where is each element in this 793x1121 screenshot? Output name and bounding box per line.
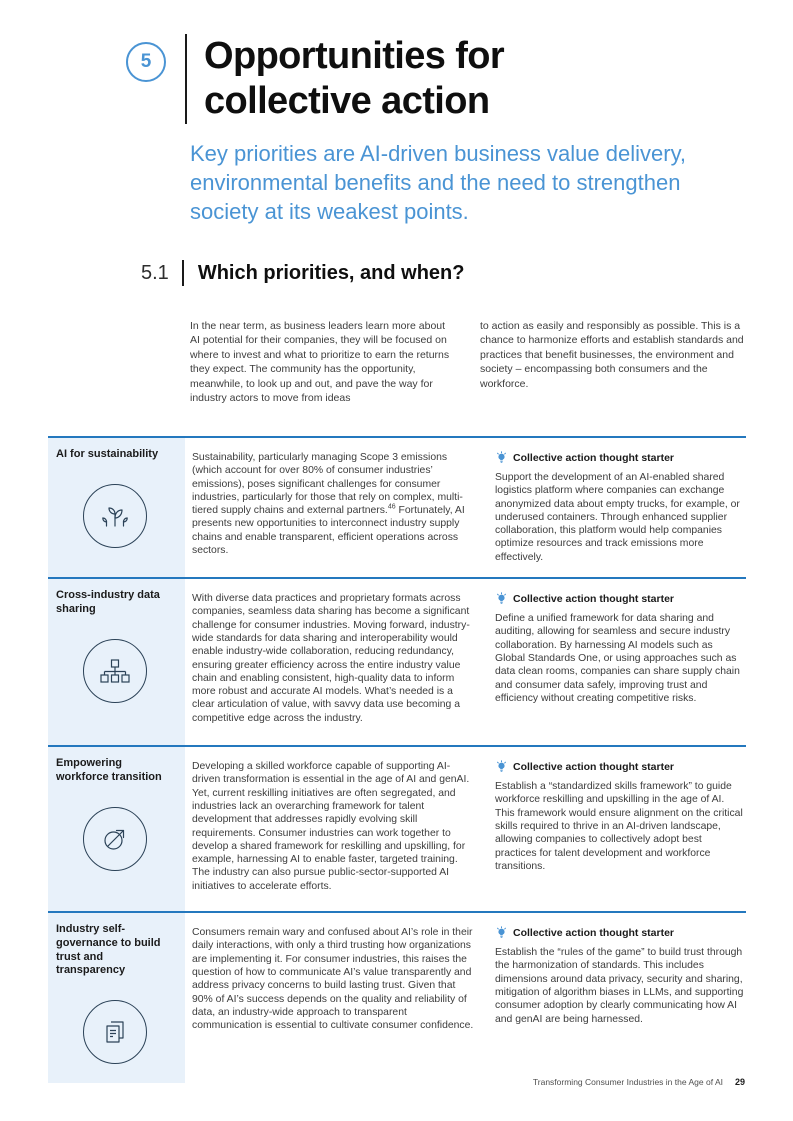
thought-starter-header xyxy=(495,451,744,464)
row-label: Empowering workforce transition xyxy=(56,757,162,783)
thought-starter-header xyxy=(495,926,744,939)
section-heading xyxy=(141,260,465,286)
row-body-cell xyxy=(185,579,487,745)
thought-starter-text: Define a unified framework for data sharing and auditing, allowing for seamless and secure industry collaboration. By harnessing AI models such as Global Standards One, or using approaches such as data clean rooms, companies can share supply chain and consumer data safely, improving trust and efficiency without creating competitive risks. xyxy=(495,613,740,704)
table-row xyxy=(48,745,746,911)
priorities-table xyxy=(48,436,746,1083)
section-divider xyxy=(182,260,184,286)
table-row xyxy=(48,436,746,577)
thought-starter-cell xyxy=(487,913,746,1083)
row-label: Industry self-governance to build trust and transparency xyxy=(56,923,161,977)
chapter-title: Opportunities for collective action xyxy=(204,35,505,122)
footnote-ref: 46 xyxy=(387,503,396,511)
thought-starter-text: Support the development of an AI-enabled shared logistics platform where companies can exchange anonymized data about empty trucks, for example, or underused containers. Through enhanced supplier collaboration, this platform would help companies optimize resources and track emissions more effectively. xyxy=(495,472,740,563)
thought-starter-label: Collective action thought starter xyxy=(513,760,675,773)
thought-starter-cell xyxy=(487,747,746,911)
chapter-subtitle: Key priorities are AI-driven business value delivery, environmental benefits and the need to strengthen society at its weakest points. xyxy=(190,141,687,224)
row-label: AI for sustainability xyxy=(56,448,159,460)
row-body-text: Consumers remain wary and confused about AI’s role in their daily interactions, with only a third trusting how organizations are implementing it. For consumer industries, this raises the question of how to communicate AI’s value transparently and address privacy concerns to build lasting trust. Given that 90% of AI’s success depends on the quality and reliability of data, an industry-wide approach to transparent communication is essential to cultivate consumer confidence. xyxy=(192,927,474,1032)
lightbulb-icon xyxy=(495,451,508,464)
chapter-header xyxy=(126,34,564,124)
thought-starter-label: Collective action thought starter xyxy=(513,592,675,605)
intro-column-1: In the near term, as business leaders learn more about AI potential for their companies, they will be focused on where to invest and what to prioritize to earn the returns they expect. The community has the opportunity, meanwhile, to look up and out, and pave the way for industry actors to move from ideas xyxy=(190,320,450,405)
documents-icon xyxy=(83,1000,147,1064)
table-row xyxy=(48,577,746,745)
row-label-cell xyxy=(48,747,185,911)
chapter-divider xyxy=(185,34,187,124)
section-title: Which priorities, and when? xyxy=(197,261,465,284)
thought-starter-label: Collective action thought starter xyxy=(513,926,675,939)
lightbulb-icon xyxy=(495,592,508,605)
thought-starter-label: Collective action thought starter xyxy=(513,451,675,464)
row-body-cell xyxy=(185,438,487,577)
thought-starter-header xyxy=(495,592,744,605)
arrow-up-right-circle-icon xyxy=(83,807,147,871)
row-body-cell xyxy=(185,913,487,1083)
hierarchy-icon xyxy=(83,639,147,703)
page-footer xyxy=(533,1077,745,1087)
thought-starter-cell xyxy=(487,438,746,577)
lightbulb-icon xyxy=(495,926,508,939)
row-label-cell xyxy=(48,438,185,577)
intro-columns xyxy=(190,319,747,405)
row-body-cell xyxy=(185,747,487,911)
footer-report-title: Transforming Consumer Industries in the Age of AI xyxy=(532,1077,723,1087)
thought-starter-cell xyxy=(487,579,746,745)
chapter-number-badge: 5 xyxy=(126,42,166,82)
row-label-cell xyxy=(48,913,185,1083)
row-body-text: With diverse data practices and proprietary formats across companies, seamless data sharing has become a significant challenge for consumer industries. Moving forward, industry-wide standards for data sharing and interoperability would enable industry-wide collaboration, reducing redundancy, ensuring greater efficiency across the entire industry value chain and enabling consistent, high-quality data to inform more robust and accurate AI models. What’s needed is a clear articulation of value, with savvy data use becoming a competitive edge across the industry. xyxy=(192,593,470,724)
intro-column-2: to action as easily and responsibly as possible. This is a chance to harmonize efforts and establish standards and practices that benefit businesses, the environment and society – encompassing both consumers and the workforce. xyxy=(480,320,744,390)
row-label-cell xyxy=(48,579,185,745)
row-label: Cross-industry data sharing xyxy=(56,589,160,615)
lightbulb-icon xyxy=(495,760,508,773)
row-body-text: Developing a skilled workforce capable of supporting AI-driven transformation is essential in the age of AI and genAI. Yet, current reskilling initiatives are often segregated, and industries lack an overarching framework for talent development that addresses rapidly evolving skill requirements. Consumer industries can work together to develop a shared framework for reskilling and upskilling, for example, harnessing AI to enable faster, targeted training. The industry can also pursue public-sector-supported AI initiatives to accelerate efforts. xyxy=(192,761,470,892)
table-row xyxy=(48,911,746,1083)
thought-starter-text: Establish a “standardized skills framework” to guide workforce reskilling and upskilling in the age of AI. This framework would ensure alignment on the critical skills required to thrive in an AI-driven landscape, allowing companies to collectively adopt best practices for talent development and workforce transitions. xyxy=(495,781,743,872)
sprout-icon xyxy=(83,484,147,548)
row-body-text: Sustainability, particularly managing Scope 3 emissions (which account for over 80% of consumer industries’ emissions), poses significant challenges for consumer industries, particularly for those that rely on complex, multi-tiered supply chains and external partners.$^{46}$ Fortunately, AI presents new opportunities to interconnect industry supply chains and enable transparent, efficient operations across sectors. xyxy=(192,452,465,557)
footer-page-number: 29 xyxy=(734,1077,745,1087)
section-number: 5.1 xyxy=(141,261,169,284)
thought-starter-header xyxy=(495,760,744,773)
thought-starter-text: Establish the “rules of the game” to build trust through the harmonization of standards. This includes dimensions around data privacy, security and sharing, mitigation of algorithm biases in LLMs, and supporting consumer adoption by clearly communicating how AI and genAI are being harnessed. xyxy=(495,947,744,1025)
